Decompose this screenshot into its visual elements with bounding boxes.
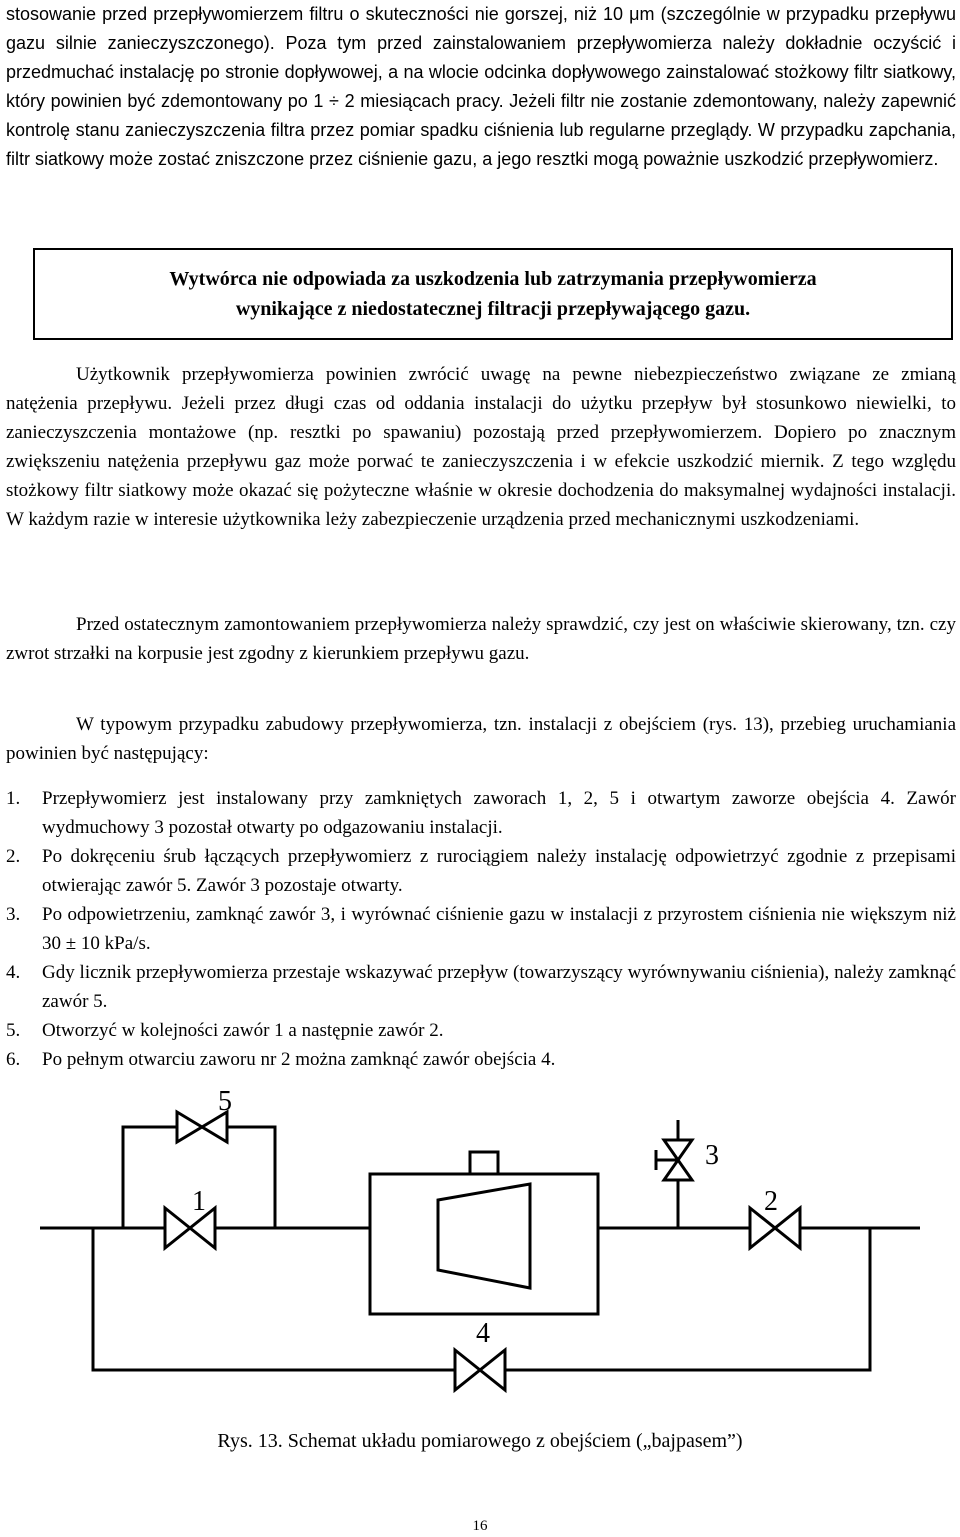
valve-3-icon — [656, 1140, 692, 1180]
list-item-number: 6. — [6, 1049, 21, 1070]
valve-2-label: 2 — [764, 1186, 778, 1217]
valve-1-icon — [165, 1208, 215, 1248]
list-item-number: 5. — [6, 1020, 21, 1041]
startup-steps-list — [6, 784, 956, 1074]
warning-notice-box — [33, 248, 953, 340]
list-item-number: 1. — [6, 788, 21, 809]
bypass-schematic-diagram — [0, 1080, 960, 1420]
intro-paragraph: stosowanie przed przepływomierzem filtru o skuteczności nie gorszej, niż 10 μm (szczególnie w przypadku przepływu gazu silnie zanieczyszczonego). Poza tym przed zainstalowaniem przepływomierza należy dokładnie oczyścić i przedmuchać instalację po stronie dopływowej, a na wlocie odcinka dopływowego zainstalować stożkowy filtr siatkowy, który powinien być zdemontowany po 1 ÷ 2 miesiącach pracy. Jeżeli filtr nie zostanie zdemontowany, należy zapewnić kontrolę stanu zanieczyszczenia filtra przez pomiar spadku ciśnienia lub regularne przeglądy. W przypadku zapchania, filtr siatkowy może zostać zniszczone przez ciśnienie gazu, a jego resztki mogą poważnie uszkodzić przepływomierz. — [6, 4, 956, 169]
list-item-text: Po dokręceniu śrub łączących przepływomierz z rurociągiem należy instalację odpowietrzyć zgodnie z przepisami otwierając zawór 5. Zawór 3 pozostaje otwarty. — [42, 846, 956, 896]
list-item — [6, 1045, 956, 1074]
list-item — [6, 1016, 956, 1045]
paragraph-startup-intro: W typowym przypadku zabudowy przepływomierza, tzn. instalacji z obejściem (rys. 13), przebieg uruchamiania powinien być następujący: — [6, 714, 956, 764]
figure-caption: Rys. 13. Schemat układu pomiarowego z obejściem („bajpasem”) — [217, 1430, 743, 1452]
list-item — [6, 784, 956, 842]
list-item — [6, 842, 956, 900]
list-item-text: Przepływomierz jest instalowany przy zamkniętych zaworach 1, 2, 5 i otwartym zaworze obejścia 4. Zawór wydmuchowy 3 pozostał otwarty po odgazowaniu instalacji. — [42, 788, 956, 838]
paragraph-orientation-check: Przed ostatecznym zamontowaniem przepływomierza należy sprawdzić, czy jest on właściwie skierowany, tzn. czy zwrot strzałki na korpusie jest zgodny z kierunkiem przepływu gazu. — [6, 614, 956, 664]
valve-4-icon — [455, 1350, 505, 1390]
flowmeter-turbine-icon — [438, 1184, 530, 1288]
valve-4-label: 4 — [476, 1318, 490, 1349]
list-item-number: 3. — [6, 904, 21, 925]
valve-1-label: 1 — [192, 1186, 206, 1217]
notice-line-2: wynikające z niedostatecznej filtracji przepływającego gazu. — [235, 298, 751, 320]
pipe-bypass-right — [505, 1228, 870, 1370]
list-item-text: Po odpowietrzeniu, zamknąć zawór 3, i wyrównać ciśnienie gazu w instalacji z przyrostem ciśnienia nie większym niż 30 ± 10 kPa/s. — [42, 904, 956, 954]
valve-5-label: 5 — [218, 1086, 232, 1117]
list-item-number: 4. — [6, 962, 21, 983]
list-item-number: 2. — [6, 846, 21, 867]
list-item-text: Otworzyć w kolejności zawór 1 a następnie zawór 2. — [42, 1020, 444, 1041]
pipe-vent-right — [227, 1127, 275, 1228]
flowmeter-counter — [470, 1152, 498, 1174]
paragraph-flow-change: Użytkownik przepływomierza powinien zwrócić uwagę na pewne niebezpieczeństwo związane ze zmianą natężenia przepływu. Jeżeli przez długi czas od oddania instalacji do użytku przepływ był stosunkowo niewielki, to zanieczyszczenia montażowe (np. resztki po spawaniu) pozostają przed przepływomierzem. Dopiero po znacznym zwiększeniu natężenia przepływu gaz może porwać te zanieczyszczenia i w efekcie uszkodzić miernik. Z tego względu stożkowy filtr siatkowy może okazać się pożyteczne właśnie w okresie dochodzenia do maksymalnej wydajności instalacji. W każdym razie w interesie użytkownika leży zabezpieczenie urządzenia przed mechanicznymi uszkodzeniami. — [6, 364, 956, 530]
notice-line-1: Wytwórca nie odpowiada za uszkodzenia lub zatrzymania przepływomierza — [169, 268, 817, 290]
valve-3-label: 3 — [705, 1140, 719, 1171]
list-item — [6, 900, 956, 958]
list-item-text: Po pełnym otwarciu zaworu nr 2 można zamknąć zawór obejścia 4. — [42, 1049, 556, 1070]
list-item — [6, 958, 956, 1016]
flowmeter-body — [370, 1174, 598, 1314]
list-item-text: Gdy licznik przepływomierza przestaje wskazywać przepływ (towarzyszący wyrównywaniu ciśnienia), należy zamknąć zawór 5. — [42, 962, 956, 1012]
pipe-bypass-left — [93, 1228, 455, 1370]
page-number: 16 — [472, 1518, 488, 1534]
